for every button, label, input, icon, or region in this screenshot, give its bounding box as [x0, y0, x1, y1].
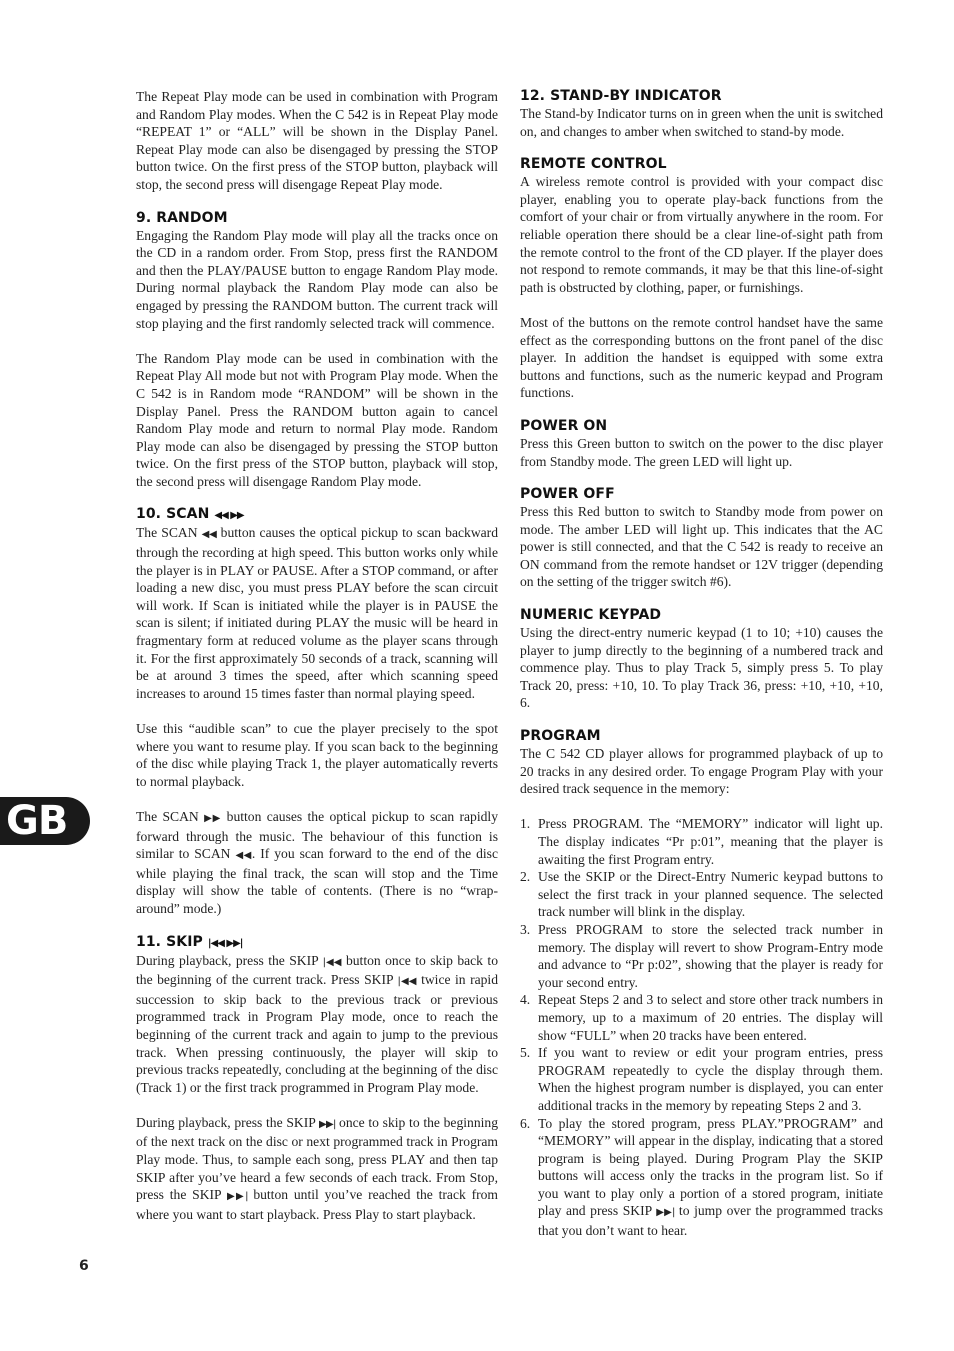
- skip-back-icon: |◀◀: [322, 956, 342, 968]
- list-item: [520, 815, 883, 868]
- step-number: 5.: [520, 1045, 531, 1061]
- program-paragraph: The C 542 CD player allows for programmed playback of up to 20 tracks in any desired order. To engage Program Play with your desired track sequence in the memory:: [520, 746, 883, 797]
- scan-heading-label: 10. SCAN: [136, 506, 210, 523]
- skip-back-icon: |◀◀: [397, 976, 417, 988]
- scan-paragraph-2: Use this “audible scan” to cue the player precisely to the spot where you want to resume play. If you scan back to the beginning of the disc while playing Track 1, the player automatically reverts to normal playback.: [136, 721, 498, 789]
- text-span: button causes the optical pickup to scan backward through the recording at high speed. This button works only while the player is in PLAY or PAUSE. After a STOP command, or after loading a new disc, you must press PLAY before the scan circuit will work. If Scan is initiated while the player is in PAUSE the scan is silent; if initiated during PLAY the music will be heard in fragmentary form at reduced volume as the player scans through it. For the first approximately 50 seconds of a track, scanning will be at around 3 times the speed, after which scanning speed increases to around 15 times faster than normal playing speed.: [136, 525, 498, 701]
- random-paragraph-1: Engaging the Random Play mode will play all the tracks once on the CD in a random order. From Stop, press first the RANDOM and then the PLAY/PAUSE button to engage Random Play mode. During normal playback the Random Play mode can also be engaged by pressing the RANDOM button. The current track will stop playing and the first randomly selected track will commence.: [136, 227, 498, 331]
- text-span: button once to skip back to the beginning of the current track. Press SKIP: [136, 952, 498, 988]
- skip-heading-label: 11. SKIP: [136, 933, 203, 950]
- step-number: 3.: [520, 921, 531, 937]
- program-heading: PROGRAM: [520, 728, 601, 745]
- text-span: The SCAN: [136, 525, 198, 541]
- repeat-intro-paragraph: The Repeat Play mode can be used in combination with Program and Random Play modes. When the C 542 is in Repeat Play mode “REPEAT 1” or “ALL” will be shown in the Display Panel. Repeat Play mode can also be disengaged by pressing the STOP button twice. On the first press of the STOP button, playback will stop, the second press will disengage Repeat Play mode.: [136, 89, 498, 192]
- page-number: 6: [79, 1258, 89, 1274]
- text-span: once to skip to the beginning of the next track on the disc or next programmed track in Program Play mode. Thus, to sample each song, press PLAY and then tap SKIP after you’ve heard a few seconds of each track. From Stop, press the SKIP: [136, 1114, 498, 1203]
- standby-paragraph: The Stand-by Indicator turns on in green when the unit is switched on, and changes to amber when switched to stand-by mode.: [520, 106, 883, 139]
- skip-forward-icon: ▶▶|: [656, 1207, 675, 1219]
- skip-paragraph-1: [136, 952, 498, 1097]
- right-column: [520, 88, 883, 1240]
- step-number: 1.: [520, 816, 531, 832]
- program-steps-list: [520, 815, 883, 1239]
- skip-heading: [136, 934, 498, 952]
- list-item: [520, 1044, 883, 1114]
- remote-paragraph-1: A wireless remote control is provided with your compact disc player, enabling you to operate play-back functions from the comfort of your chair or from virtually anywhere in the room. For reliable operation there should be a clear line-of-sight path from the remote control to the front of the CD player. If the player does not respond to remote commands, it may be that this line-of-sight path is obstructed by clothing, paper, or furnishings.: [520, 174, 883, 295]
- power-on-paragraph: Press this Green button to switch on the power to the disc player from Standby mode. The green LED will light up.: [520, 435, 883, 469]
- step-number: 6.: [520, 1115, 531, 1131]
- language-tab: GB: [0, 797, 90, 845]
- scan-forward-icon: ▶▶: [204, 812, 222, 824]
- skip-paragraph-2: [136, 1114, 498, 1224]
- random-paragraph-2: The Random Play mode can be used in combination with the Repeat Play All mode but not with Program Play mode. When the C 542 is in Random mode “RANDOM” will be shown in the Display Panel. Press the RANDOM button again to cancel Random Play mode and return to normal Play mode. Random Play mode can also be disengaged by pressing the STOP button twice. On the first press of the STOP button, playback will stop, the second press will disengage Random Play mode.: [136, 350, 498, 489]
- power-on-heading: POWER ON: [520, 417, 608, 434]
- scan-paragraph-3: [136, 808, 498, 918]
- list-item: [520, 1115, 883, 1240]
- text-span: The SCAN: [136, 808, 199, 824]
- scan-back-icon: ◀◀: [201, 529, 217, 541]
- list-item: [520, 868, 883, 921]
- power-off-paragraph: Press this Red button to switch to Standby mode from power on mode. The amber LED will light up. This indicates that the AC power is still connected, and that the C 542 is ready to receive an ON command from the remote handset or 12V trigger (depending on the setting of the trigger switch #6).: [520, 504, 883, 590]
- list-item: [520, 921, 883, 991]
- step-text: To play the stored program, press PLAY.”PROGRAM” and “MEMORY” will appear in the display, indicating that a stored program is being played. During Program Play the SKIP buttons will access only the tracks in the program list. So if you want to play only a portion of a stored program, initiate play and press SKIP: [538, 1115, 883, 1219]
- scan-heading: [136, 506, 498, 524]
- step-text: Press PROGRAM. The “MEMORY” indicator will light up. The display indicates “Pr p:01”, meaning that the player is awaiting the first Program entry.: [538, 816, 883, 867]
- text-span: twice in rapid succession to skip back to the previous track or previous programmed track in Program Play mode, once to reach the beginning of the current track and again to jump to the previous track. When pressing continuously, the player will skip to previous tracks repeatedly, concluding at the beginning of the disc (Track 1) or the first track programmed in Program Play mode.: [136, 972, 498, 1095]
- text-span: . If you scan forward to the end of the disc while playing the final track, the scan will stop and the Time display will show the table of contents. (There is no “wrap-around” mode.): [136, 846, 498, 916]
- scan-heading-icons: ◀◀ ▶▶: [214, 510, 244, 522]
- left-column: [136, 88, 498, 1223]
- step-number: 2.: [520, 869, 531, 885]
- text-span: button causes the optical pickup to scan rapidly forward through the music. The behaviour of this function is similar to SCAN: [136, 808, 498, 862]
- power-off-heading: POWER OFF: [520, 486, 615, 503]
- skip-heading-icons: |◀◀ ▶▶|: [207, 937, 243, 949]
- list-item: [520, 991, 883, 1044]
- text-span: During playback, press the SKIP: [136, 1114, 316, 1130]
- step-text: Use the SKIP or the Direct-Entry Numeric keypad buttons to select the first track in your planned sequence. The selected track number will blink in the display.: [538, 869, 883, 920]
- step-text: Repeat Steps 2 and 3 to select and store other track numbers in memory, up to a maximum of 20 entries. The display will show “FULL” when 20 tracks have been entered.: [538, 992, 883, 1043]
- remote-heading: REMOTE CONTROL: [520, 156, 667, 173]
- text-span: During playback, press the SKIP: [136, 952, 319, 968]
- step-number: 4.: [520, 992, 531, 1008]
- text-span: button until you’ve reached the track from where you want to start playback. Press Play to start playback.: [136, 1187, 498, 1222]
- step-text: If you want to review or edit your program entries, press PROGRAM repeatedly to cycle the display through them. When the highest program number is displayed, you can enter additional tracks in the memory by repeating Steps 2 and 3.: [538, 1045, 883, 1113]
- scan-paragraph-1: [136, 524, 498, 702]
- step-text: to jump over the programmed tracks that you don’t want to hear.: [538, 1203, 883, 1239]
- random-heading: 9. RANDOM: [136, 209, 228, 226]
- skip-forward-icon: ▶▶|: [226, 1191, 248, 1203]
- skip-forward-icon: ▶▶|: [318, 1118, 336, 1130]
- remote-paragraph-2: Most of the buttons on the remote control handset have the same effect as the corresponding buttons on the front panel of the disc player. In addition the handset is equipped with some extra buttons and functions, such as the numeric keypad and Program functions.: [520, 314, 883, 401]
- step-text: Press PROGRAM to store the selected track number in memory. The display will revert to show Program-Entry mode and advance to “Pr p:02”, showing that the player is ready for your second entry.: [538, 921, 883, 990]
- keypad-paragraph: Using the direct-entry numeric keypad (1 to 10; +10) causes the player to jump directly to the beginning of a numbered track and commence play. Thus to play Track 5, simply press 5. To play Track 20, press: +10, 10. To play Track 36, press: +10, +10, +10, 6.: [520, 625, 883, 711]
- standby-heading: 12. STAND-BY INDICATOR: [520, 88, 722, 104]
- scan-back-icon: ◀◀: [235, 850, 252, 862]
- keypad-heading: NUMERIC KEYPAD: [520, 607, 662, 624]
